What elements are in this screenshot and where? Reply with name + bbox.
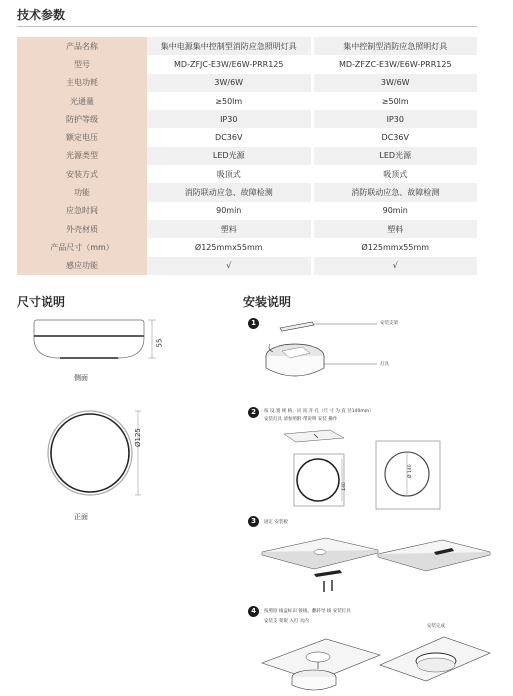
spec-value-zfjc: √ (147, 257, 311, 275)
spec-row (17, 74, 477, 92)
specs-section-title: 技术参数 (17, 8, 66, 22)
section-divider (17, 26, 477, 27)
spec-row-label: 安装方式 (17, 165, 147, 183)
spec-value-zfzc: ≥50lm (381, 96, 409, 106)
spec-value-zfzc: Ø125mmx55mm (361, 242, 430, 252)
step-2-text-line1: 按 设 置 规 格，吊 顶 开 孔（尺 寸 为 直 径140mm） (264, 409, 374, 414)
step-4-text-line2: 安装支 架嵌 入灯 具内 (264, 619, 309, 624)
step-1-badge: 1 (248, 318, 259, 329)
spec-table (17, 37, 477, 275)
side-height-dimension: 55 (155, 338, 164, 348)
spec-row (17, 220, 477, 238)
side-view-drawing (34, 320, 156, 358)
bracket-callout: 安装支架 (380, 321, 398, 326)
spec-value-zfzc: 90min (382, 206, 408, 216)
spec-value-zfzc: √ (314, 257, 478, 275)
spec-row (17, 257, 477, 275)
spec-row-label: 主电功耗 (17, 74, 147, 92)
step-2-text-line2: 安装灯具 请参照附 带说明 安装 操作 (264, 417, 338, 422)
spec-value-zfjc: MD-ZFJC-E3W/E6W-PRR125 (174, 59, 284, 69)
step-2-small-dimension: 140 (341, 482, 347, 491)
step-3-text: 固定 安装板 (264, 520, 288, 525)
spec-row (17, 37, 477, 55)
spec-row-label: 产品尺寸（mm） (17, 238, 147, 256)
spec-value-zfjc: Ø125mmx55mm (194, 242, 263, 252)
spec-row-label: 型号 (17, 55, 147, 73)
spec-value-zfjc: IP30 (147, 110, 311, 128)
front-view-drawing (48, 411, 141, 495)
step-2-large-dimension: Ø 140 (408, 464, 413, 478)
spec-value-zfzc: DC36V (381, 133, 409, 143)
spec-value-zfjc: 集中电源集中控制型消防应急照明灯具 (147, 37, 311, 55)
step-2-badge: 2 (248, 407, 259, 418)
spec-value-zfjc: 3W/6W (147, 74, 311, 92)
step-3-badge: 3 (248, 516, 259, 527)
spec-value-zfjc: 吸顶式 (216, 169, 241, 179)
spec-row (17, 128, 477, 146)
spec-row (17, 55, 477, 73)
front-diameter-dimension: Ø125 (134, 428, 142, 447)
spec-row-label: 光源类型 (17, 147, 147, 165)
install-section-title: 安装说明 (243, 295, 292, 309)
spec-row-label: 光通量 (17, 92, 147, 110)
spec-value-zfzc: 集中控制型消防应急照明灯具 (314, 37, 478, 55)
spec-value-zfjc: DC36V (215, 133, 243, 143)
spec-value-zfzc: MD-ZFZC-E3W/E6W-PRR125 (338, 59, 452, 69)
step-1-drawing (262, 318, 392, 383)
spec-row-label: 应急时间 (17, 202, 147, 220)
spec-value-zfzc: 3W/6W (314, 74, 478, 92)
size-section-title: 尺寸说明 (17, 295, 66, 309)
step-4-drawing (256, 625, 492, 695)
spec-value-zfzc: 消防联动应急、故障检测 (314, 183, 478, 201)
lamp-callout: 灯具 (380, 362, 389, 367)
step-4-badge: 4 (248, 606, 259, 617)
spec-value-zfzc: LED光源 (314, 147, 478, 165)
spec-value-zfzc: 塑料 (314, 220, 478, 238)
spec-value-zfjc: 塑料 (147, 220, 311, 238)
spec-row (17, 165, 477, 183)
spec-value-zfzc: 吸顶式 (383, 169, 408, 179)
spec-row (17, 183, 477, 201)
step-4-text-line1: 按照原 线盒标识 接线，翻转导 线 安装灯具 (264, 609, 351, 614)
spec-row-label: 感应功能 (17, 257, 147, 275)
spec-row-label: 功能 (17, 183, 147, 201)
spec-row (17, 110, 477, 128)
spec-row (17, 238, 477, 256)
spec-row (17, 147, 477, 165)
step-3-drawing (256, 530, 492, 605)
spec-row-label: 外壳材质 (17, 220, 147, 238)
side-view-label: 侧面 (74, 374, 88, 382)
spec-value-zfjc: ≥50lm (215, 96, 243, 106)
spec-value-zfjc: LED光源 (147, 147, 311, 165)
spec-row-label: 额定电压 (17, 128, 147, 146)
step-2-drawing (280, 428, 480, 518)
spec-value-zfjc: 消防联动应急、故障检测 (147, 183, 311, 201)
install-complete-label: 安装完成 (427, 624, 445, 629)
spec-row-label: 防护等级 (17, 110, 147, 128)
spec-row (17, 202, 477, 220)
spec-row (17, 92, 477, 110)
spec-value-zfjc: 90min (216, 206, 242, 216)
size-drawings (20, 310, 195, 530)
spec-value-zfzc: IP30 (314, 110, 478, 128)
front-view-label: 正面 (74, 513, 88, 521)
spec-row-label: 产品名称 (17, 37, 147, 55)
